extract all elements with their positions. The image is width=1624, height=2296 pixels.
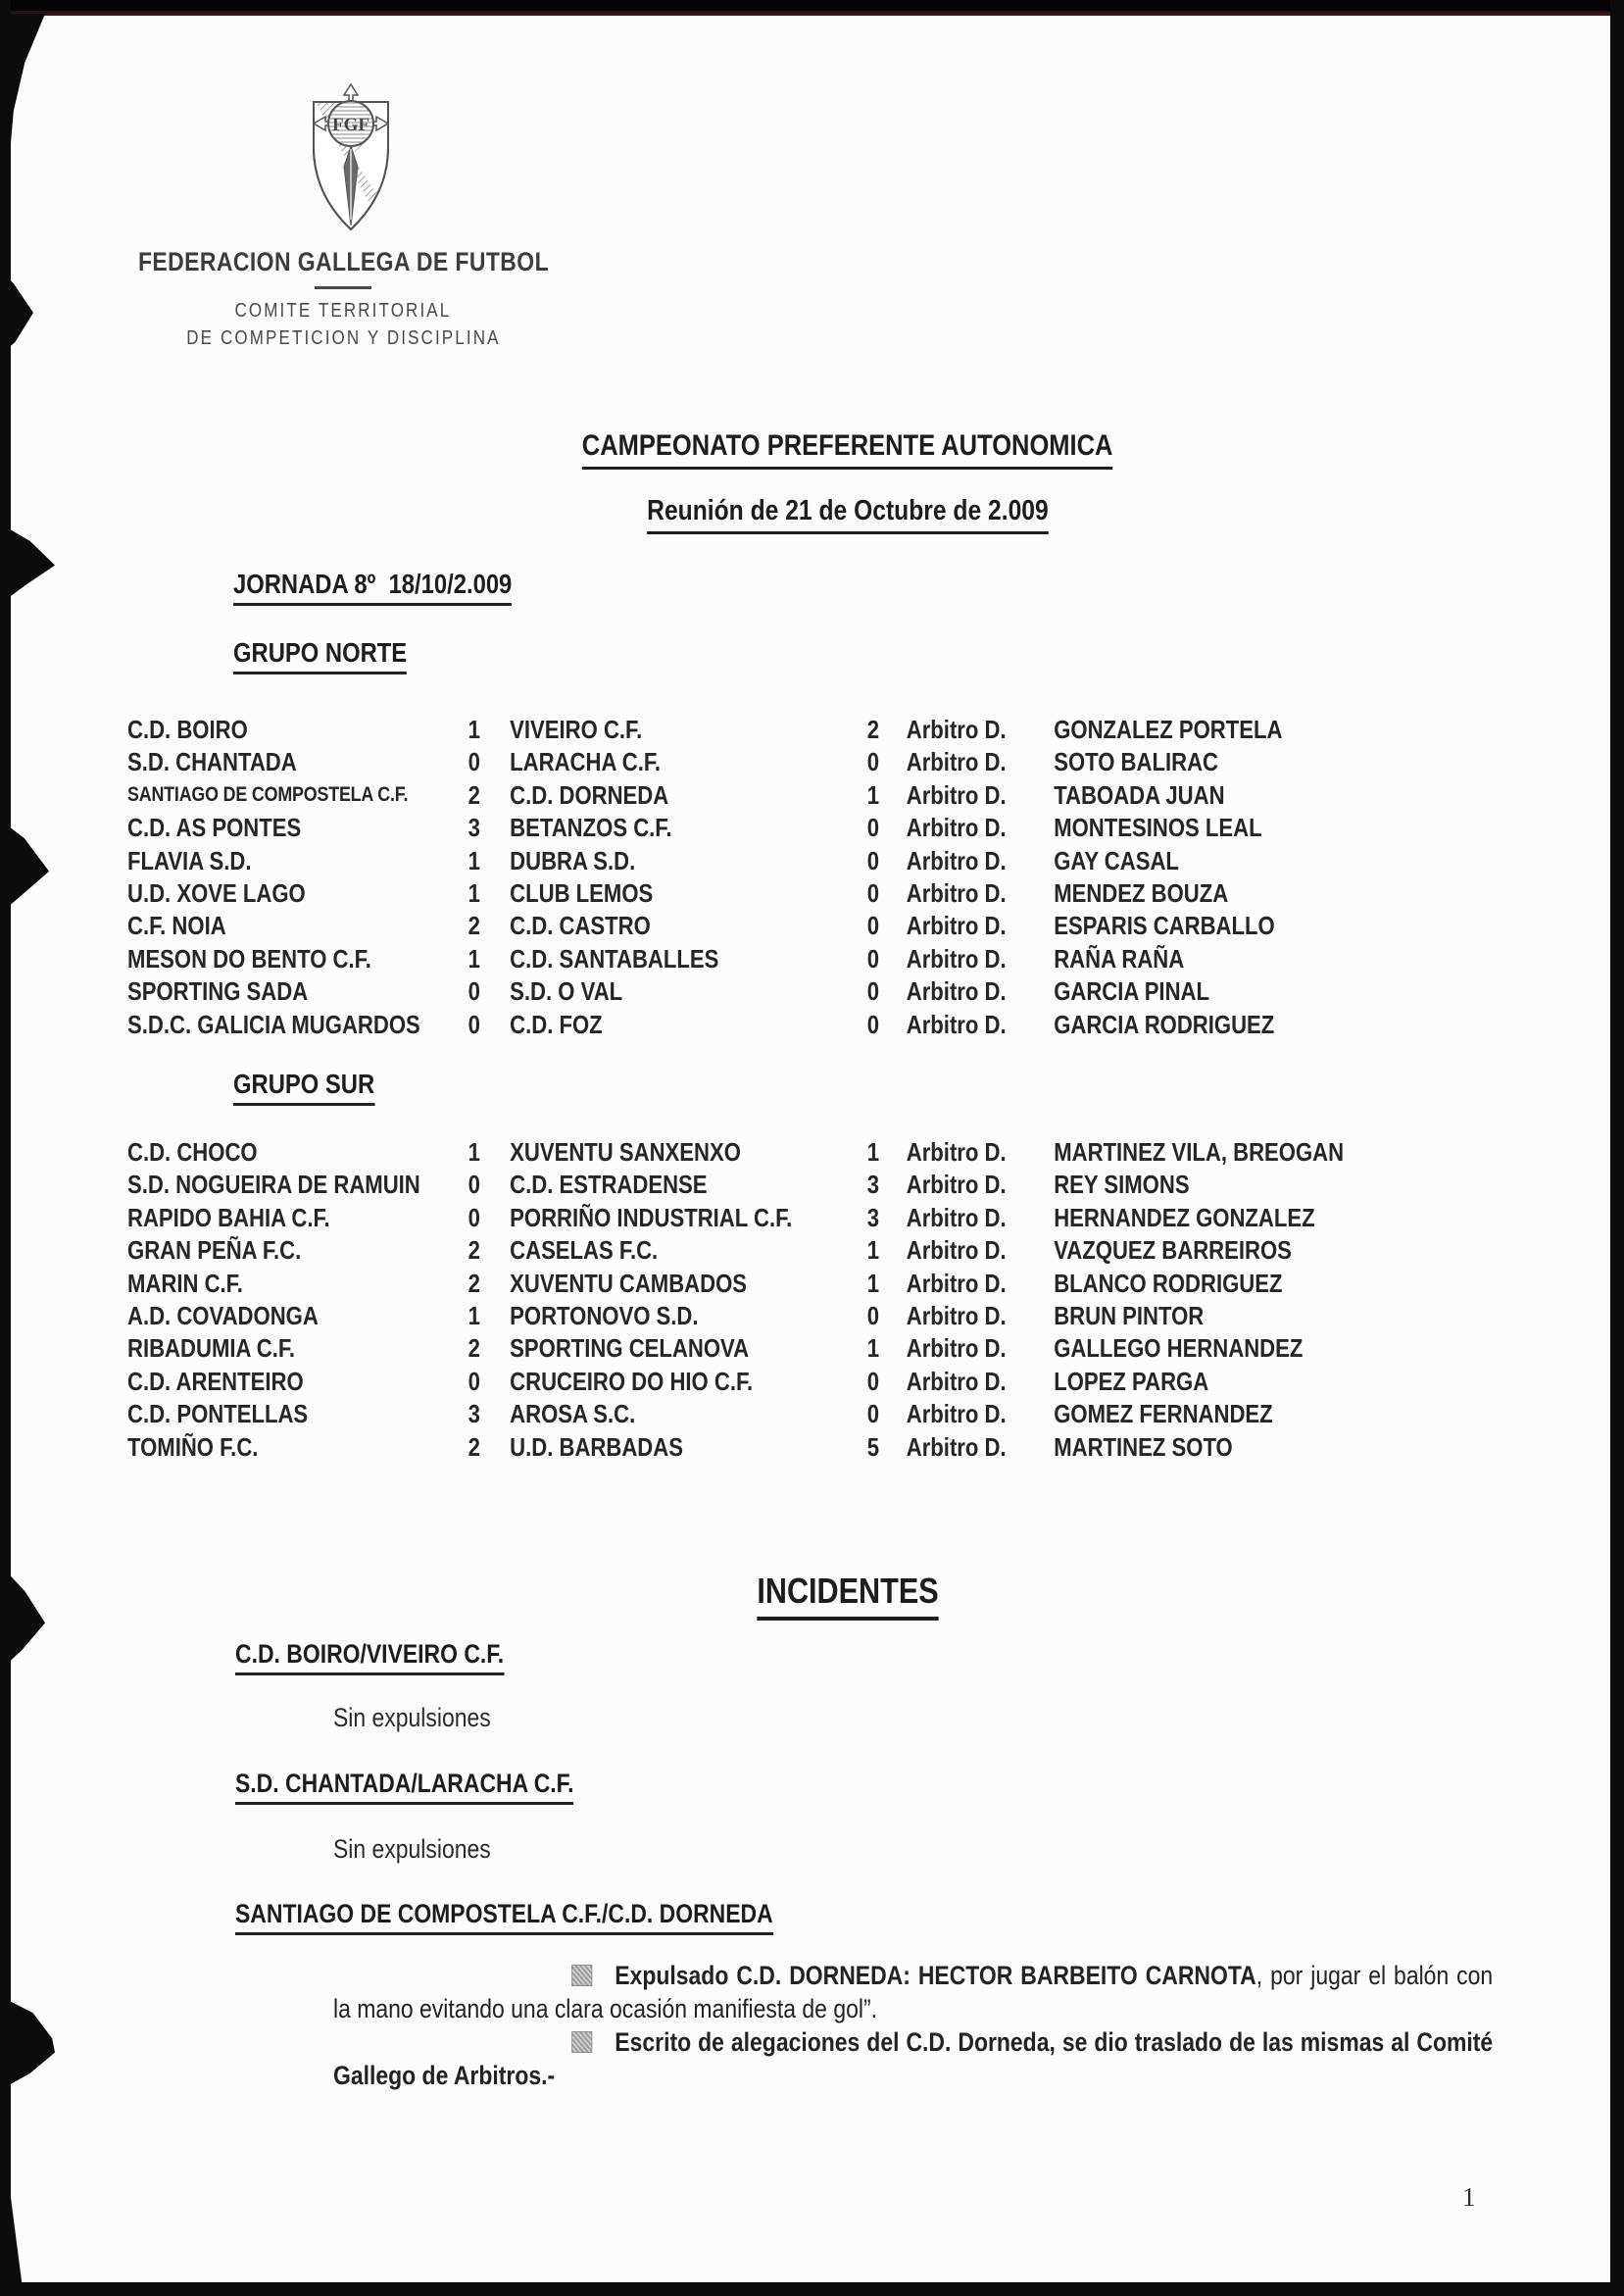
home-team: C.D. BOIRO (127, 715, 248, 744)
matchday-heading: JORNADA 8º 18/10/2.009 (233, 569, 561, 606)
away-team: LARACHA C.F. (510, 747, 662, 777)
away-team: DUBRA S.D. (510, 845, 636, 875)
incident-match-heading (235, 1899, 868, 1935)
away-team: U.D. BARBADAS (510, 1431, 683, 1462)
referee-name: TABOADA JUAN (1054, 779, 1225, 810)
referee-name: GONZALEZ PORTELA (1054, 715, 1283, 744)
away-team: S.D. O VAL (510, 976, 623, 1007)
federation-shield-logo (306, 82, 396, 233)
match-row (127, 1267, 1469, 1300)
referee-name: ESPARIS CARBALLO (1054, 911, 1275, 941)
incident-bullet-paragraph (333, 2026, 1493, 2092)
home-score: 3 (468, 813, 480, 843)
home-score: 2 (468, 1431, 480, 1462)
incident-bullet-paragraph (333, 1960, 1493, 2025)
home-team: C.F. NOIA (127, 911, 226, 941)
match-row (127, 1135, 1469, 1169)
home-score: 3 (468, 1399, 480, 1429)
referee-name: GALLEGO HERNANDEZ (1054, 1333, 1304, 1364)
referee-name: HERNANDEZ GONZALEZ (1054, 1202, 1315, 1232)
home-team: MESON DO BENTO C.F. (127, 943, 371, 973)
referee-label: Arbitro D. (906, 976, 1007, 1007)
away-score: 1 (866, 1333, 880, 1364)
home-score: 0 (468, 1366, 480, 1396)
away-score: 2 (866, 715, 880, 744)
match-row (127, 974, 1469, 1008)
home-score: 1 (468, 845, 480, 875)
referee-name: VAZQUEZ BARREIROS (1054, 1235, 1292, 1266)
referee-name: BRUN PINTOR (1054, 1301, 1205, 1330)
away-score: 0 (866, 976, 880, 1007)
match-row (127, 1365, 1469, 1398)
referee-label: Arbitro D. (906, 1301, 1007, 1330)
home-score: 1 (468, 715, 480, 744)
referee-label: Arbitro D. (906, 911, 1007, 941)
referee-label: Arbitro D. (906, 845, 1007, 875)
home-score: 0 (468, 1009, 480, 1039)
match-row (127, 1233, 1469, 1267)
home-team: RIBADUMIA C.F. (127, 1333, 296, 1364)
scan-edge-right (1610, 0, 1624, 2296)
home-score: 0 (468, 747, 480, 777)
home-score: 2 (468, 1333, 480, 1364)
incident-detail-paragraphs (333, 1960, 1493, 2093)
home-score: 2 (468, 779, 480, 810)
away-score: 0 (866, 878, 880, 908)
committee-line1: COMITE TERRITORIAL (234, 300, 452, 322)
referee-label: Arbitro D. (906, 1235, 1007, 1266)
page-number: 1 (1462, 2182, 1476, 2212)
home-team: SPORTING SADA (127, 976, 309, 1007)
home-team: C.D. CHOCO (127, 1137, 258, 1167)
match-row (127, 1008, 1469, 1041)
away-team: PORRIÑO INDUSTRIAL C.F. (510, 1202, 793, 1232)
away-team: XUVENTU SANXENXO (510, 1137, 741, 1167)
away-score: 0 (866, 813, 880, 843)
away-team: AROSA S.C. (510, 1399, 636, 1429)
away-team: C.D. ESTRADENSE (510, 1170, 708, 1200)
home-team: C.D. AS PONTES (127, 813, 302, 843)
away-team: CASELAS F.C. (510, 1235, 659, 1266)
scan-edge-top (0, 0, 1624, 16)
away-score: 3 (866, 1202, 880, 1232)
home-team: C.D. PONTELLAS (127, 1399, 309, 1429)
away-team: CRUCEIRO DO HIO C.F. (510, 1366, 754, 1396)
referee-name: MARTINEZ SOTO (1054, 1431, 1233, 1462)
home-score: 0 (468, 1202, 480, 1232)
committee-line2: DE COMPETICION Y DISCIPLINA (185, 327, 501, 349)
referee-label: Arbitro D. (906, 715, 1007, 744)
away-score: 0 (866, 1399, 880, 1429)
group-heading (233, 637, 437, 674)
away-score: 0 (866, 943, 880, 973)
referee-label: Arbitro D. (906, 1399, 1007, 1429)
referee-name: BLANCO RODRIGUEZ (1054, 1268, 1283, 1298)
away-team: C.D. DORNEDA (510, 779, 669, 810)
home-score: 1 (468, 1301, 480, 1330)
match-row (127, 1397, 1469, 1430)
meeting-date-title: Reunión de 21 de Octubre de 2.009 (74, 495, 1622, 534)
home-team: S.D.C. GALICIA MUGARDOS (127, 1009, 420, 1039)
incident-match-heading (235, 1769, 633, 1805)
incident-match-heading-label: S.D. CHANTADA/LARACHA C.F. (235, 1769, 574, 1805)
away-score: 0 (866, 747, 880, 777)
group-heading (233, 1069, 400, 1106)
organization-name: FEDERACION GALLEGA DE FUTBOL (137, 247, 549, 276)
referee-label: Arbitro D. (906, 1009, 1007, 1039)
referee-label: Arbitro D. (906, 943, 1007, 973)
referee-label: Arbitro D. (906, 1431, 1007, 1462)
match-row (127, 1299, 1469, 1332)
match-row (127, 745, 1469, 778)
home-score: 2 (468, 911, 480, 941)
scan-edge-bottom (0, 2282, 1624, 2296)
referee-name: RAÑA RAÑA (1054, 943, 1185, 973)
away-score: 0 (866, 845, 880, 875)
match-row (127, 1331, 1469, 1365)
away-score: 1 (866, 779, 880, 810)
group-heading-label: GRUPO NORTE (233, 637, 407, 674)
referee-label: Arbitro D. (906, 1366, 1007, 1396)
referee-name: LOPEZ PARGA (1054, 1366, 1209, 1396)
referee-name: GARCIA RODRIGUEZ (1054, 1009, 1275, 1039)
home-team: SANTIAGO DE COMPOSTELA C.F. (127, 782, 409, 806)
referee-name: MARTINEZ VILA, BREOGAN (1054, 1137, 1345, 1167)
away-team: SPORTING CELANOVA (510, 1333, 750, 1364)
referee-label: Arbitro D. (906, 779, 1007, 810)
match-row (127, 942, 1469, 975)
match-row (127, 778, 1469, 812)
referee-label: Arbitro D. (906, 1170, 1007, 1200)
match-row (127, 713, 1469, 746)
away-score: 0 (866, 911, 880, 941)
home-score: 2 (468, 1235, 480, 1266)
referee-name: SOTO BALIRAC (1054, 747, 1219, 777)
incident-match-heading (235, 1639, 552, 1675)
away-team: PORTONOVO S.D. (510, 1301, 699, 1330)
away-team: C.D. FOZ (510, 1009, 603, 1039)
home-score: 0 (468, 1170, 480, 1200)
incident-note-text: Sin expulsiones (333, 1703, 491, 1732)
home-score: 1 (468, 1137, 480, 1167)
home-team: C.D. ARENTEIRO (127, 1366, 304, 1396)
group-heading-label: GRUPO SUR (233, 1069, 374, 1106)
match-row (127, 811, 1469, 844)
incident-note (333, 1703, 518, 1733)
referee-label: Arbitro D. (906, 1333, 1007, 1364)
away-score: 5 (866, 1431, 880, 1462)
away-team: C.D. SANTABALLES (510, 943, 719, 973)
match-row (127, 1168, 1469, 1201)
bullet-square-icon (571, 1965, 592, 1986)
home-team: TOMIÑO F.C. (127, 1431, 259, 1462)
incident-match-heading-label: C.D. BOIRO/VIVEIRO C.F. (235, 1639, 504, 1675)
match-row (127, 876, 1469, 910)
home-score: 1 (468, 943, 480, 973)
home-team: S.D. CHANTADA (127, 747, 297, 777)
championship-title: CAMPEONATO PREFERENTE AUTONOMICA (74, 429, 1622, 470)
incident-note (333, 1834, 518, 1865)
incident-bold-text: Expulsado C.D. DORNEDA: HECTOR BARBEITO CARNOTA (615, 1961, 1256, 1990)
referee-name: GARCIA PINAL (1054, 976, 1209, 1007)
home-team: GRAN PEÑA F.C. (127, 1235, 302, 1266)
referee-name: GAY CASAL (1054, 845, 1179, 875)
away-score: 1 (866, 1137, 880, 1167)
match-row (127, 844, 1469, 877)
home-team: FLAVIA S.D. (127, 845, 252, 875)
home-team: U.D. XOVE LAGO (127, 878, 306, 908)
home-score: 1 (468, 878, 480, 908)
referee-label: Arbitro D. (906, 747, 1007, 777)
match-row (127, 909, 1469, 942)
home-team: MARIN C.F. (127, 1268, 243, 1298)
away-score: 3 (866, 1170, 880, 1200)
incident-bold-text: Escrito de alegaciones del C.D. Dorneda, se dio traslado de las mismas al Comité Gallego de Arbitros.- (333, 2027, 1494, 2090)
away-score: 0 (866, 1301, 880, 1330)
referee-name: MONTESINOS LEAL (1054, 813, 1262, 843)
away-team: XUVENTU CAMBADOS (510, 1268, 748, 1298)
referee-name: MENDEZ BOUZA (1054, 878, 1229, 908)
incident-note-text: Sin expulsiones (333, 1834, 491, 1864)
referee-name: GOMEZ FERNANDEZ (1054, 1399, 1273, 1429)
away-score: 1 (866, 1235, 880, 1266)
referee-label: Arbitro D. (906, 1202, 1007, 1232)
home-score: 2 (468, 1268, 480, 1298)
svg-text:FGF: FGF (332, 115, 369, 135)
away-team: CLUB LEMOS (510, 878, 654, 908)
away-team: BETANZOS C.F. (510, 813, 672, 843)
home-team: S.D. NOGUEIRA DE RAMUIN (127, 1170, 420, 1200)
referee-label: Arbitro D. (906, 878, 1007, 908)
home-team: A.D. COVADONGA (127, 1301, 319, 1330)
referee-label: Arbitro D. (906, 813, 1007, 843)
letterhead (69, 247, 617, 350)
incident-match-heading-label: SANTIAGO DE COMPOSTELA C.F./C.D. DORNEDA (235, 1899, 773, 1935)
incident-regular-text: , por jugar el balón con la mano evitando una clara ocasión manifiesta de gol”. (333, 1961, 1494, 2023)
referee-label: Arbitro D. (906, 1137, 1007, 1167)
referee-name: REY SIMONS (1054, 1170, 1190, 1200)
home-score: 0 (468, 976, 480, 1007)
referee-label: Arbitro D. (906, 1268, 1007, 1298)
incidents-title: INCIDENTES (74, 1571, 1622, 1621)
match-row (127, 1430, 1469, 1464)
away-team: VIVEIRO C.F. (510, 715, 643, 744)
bullet-square-icon (571, 2031, 592, 2053)
away-score: 0 (866, 1366, 880, 1396)
home-team: RAPIDO BAHIA C.F. (127, 1202, 330, 1232)
match-row (127, 1201, 1469, 1234)
letterhead-divider (315, 286, 371, 289)
away-team: C.D. CASTRO (510, 911, 651, 941)
away-score: 0 (866, 1009, 880, 1039)
away-score: 1 (866, 1268, 880, 1298)
